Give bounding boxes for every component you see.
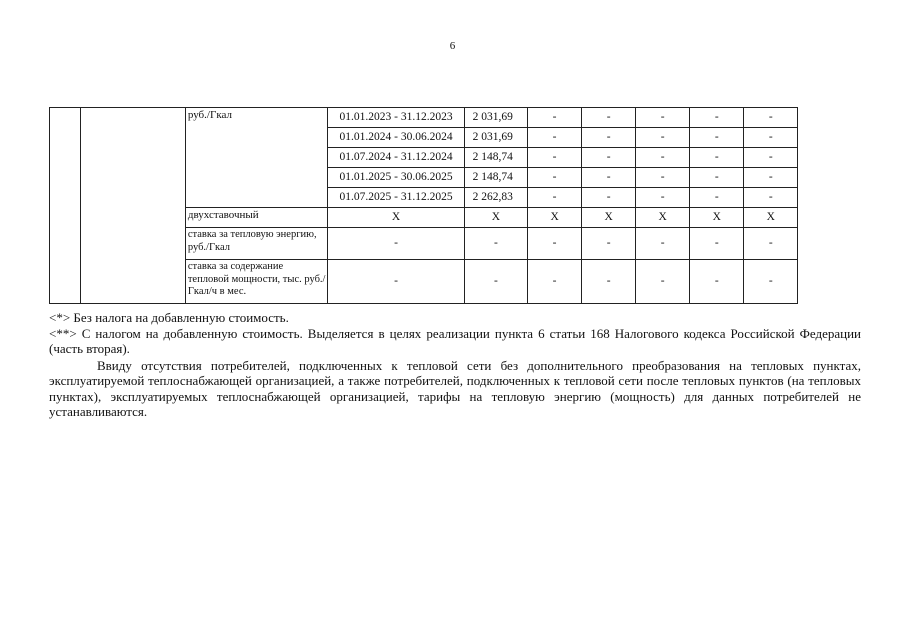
data-cell: - xyxy=(744,260,798,304)
data-cell: - xyxy=(690,108,744,128)
data-cell: - xyxy=(636,228,690,260)
data-cell: X xyxy=(328,208,464,228)
data-cell: - xyxy=(328,260,464,304)
data-cell: - xyxy=(636,108,690,128)
data-cell: - xyxy=(582,188,636,208)
footnote-no-vat: <*> Без налога на добавленную стоимость. xyxy=(49,310,289,325)
data-cell: - xyxy=(636,260,690,304)
data-cell: X xyxy=(690,208,744,228)
data-cell: - xyxy=(582,260,636,304)
data-cell: - xyxy=(690,188,744,208)
data-cell: - xyxy=(582,128,636,148)
data-cell: - xyxy=(690,168,744,188)
footnote-with-vat: <**> С налогом на добавленную стоимость. Выделяется в целях реализации пункта 6 статьи 168 Налогового кодекса Российской Федерации (часть вторая). xyxy=(49,325,861,356)
energy-rate-label: ставка за тепловую энергию, руб./Гкал xyxy=(185,228,328,260)
data-cell: - xyxy=(528,168,582,188)
data-cell: - xyxy=(690,128,744,148)
data-cell: - xyxy=(744,168,798,188)
table-row xyxy=(50,108,905,128)
tariff-table xyxy=(49,107,905,304)
tariff-value-cell: 2 148,74 xyxy=(464,148,527,168)
data-cell: X xyxy=(464,208,527,228)
tariff-value-cell: 2 262,83 xyxy=(464,188,527,208)
data-cell: - xyxy=(582,148,636,168)
two-part-label: двухставочный xyxy=(185,208,328,228)
data-cell: - xyxy=(636,148,690,168)
data-cell: - xyxy=(636,168,690,188)
tariff-value-cell: 2 031,69 xyxy=(464,108,527,128)
consumers-paragraph: Ввиду отсутствия потребителей, подключенных к тепловой сети без дополнительного преобразования на тепловых пунктах, эксплуатируемой теплоснабжающей организацией, а также потребителей, подключенных к тепловой сети после тепловых пунктов (на тепловых пунктах), эксплуатируемых теплоснабжающей организацией, тарифы на тепловую энергию (мощность) для данных потребителей не устанавливаются. xyxy=(49,357,861,419)
tariff-value-cell: 2 148,74 xyxy=(464,168,527,188)
data-cell: X xyxy=(528,208,582,228)
data-cell: - xyxy=(528,108,582,128)
data-cell: - xyxy=(528,228,582,260)
data-cell: - xyxy=(636,188,690,208)
data-cell: - xyxy=(690,260,744,304)
data-cell: - xyxy=(582,168,636,188)
data-cell: - xyxy=(328,228,464,260)
data-cell: - xyxy=(690,148,744,168)
data-cell: - xyxy=(636,128,690,148)
data-cell: - xyxy=(464,260,527,304)
data-cell: X xyxy=(636,208,690,228)
data-cell: - xyxy=(744,188,798,208)
data-cell: - xyxy=(582,108,636,128)
tariff-value-cell: 2 031,69 xyxy=(464,128,527,148)
period-cell: 01.01.2025 - 30.06.2025 xyxy=(328,168,464,188)
data-cell: - xyxy=(690,228,744,260)
data-cell: - xyxy=(528,148,582,168)
period-cell: 01.07.2024 - 31.12.2024 xyxy=(328,148,464,168)
data-cell: - xyxy=(528,260,582,304)
period-cell: 01.01.2023 - 31.12.2023 xyxy=(328,108,464,128)
data-cell: - xyxy=(464,228,527,260)
notes-section xyxy=(49,310,861,420)
index-cell xyxy=(50,108,81,304)
period-cell: 01.01.2024 - 30.06.2024 xyxy=(328,128,464,148)
data-cell: - xyxy=(528,128,582,148)
capacity-rate-label: ставка за содержание тепловой мощности, тыс. руб./Гкал/ч в мес. xyxy=(185,260,328,304)
organization-cell xyxy=(80,108,185,304)
data-cell: - xyxy=(582,228,636,260)
period-cell: 01.07.2025 - 31.12.2025 xyxy=(328,188,464,208)
data-cell: - xyxy=(744,128,798,148)
data-cell: X xyxy=(744,208,798,228)
data-cell: - xyxy=(528,188,582,208)
data-cell: - xyxy=(744,228,798,260)
unit-label: руб./Гкал xyxy=(185,108,328,208)
data-cell: - xyxy=(744,148,798,168)
page-number: 6 xyxy=(449,40,456,52)
data-cell: - xyxy=(744,108,798,128)
data-cell: X xyxy=(582,208,636,228)
